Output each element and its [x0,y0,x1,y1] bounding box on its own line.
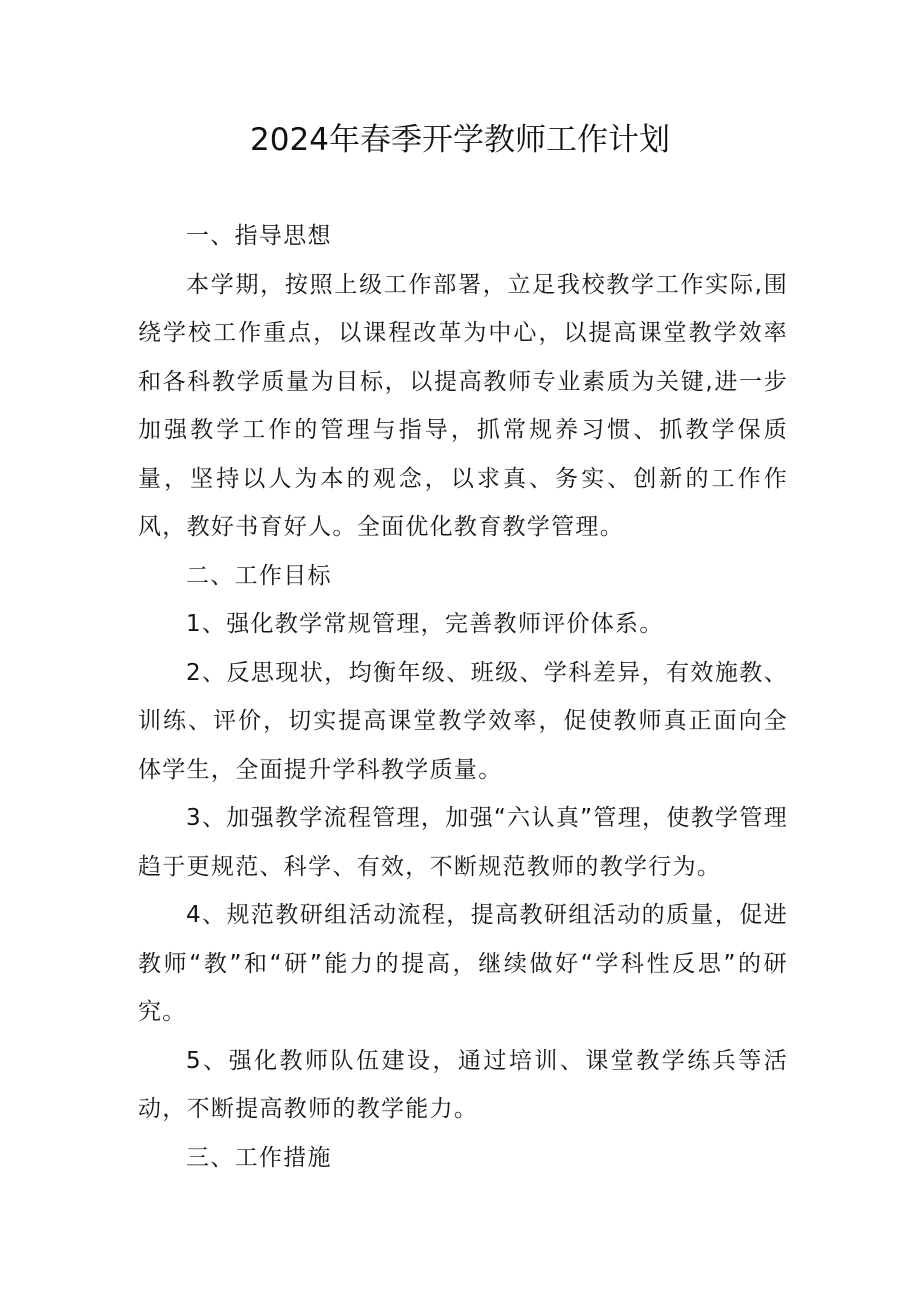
paragraph-guiding-ideology: 本学期，按照上级工作部署，立足我校教学工作实际,围绕学校工作重点，以课程改革为中心，以提高课堂教学效率和各科教学质量为目标，以提高教师专业素质为关键,进一步加强教学工作的管理与指导，抓常规养习惯、抓教学保质量，坚持以人为本的观念，以求真、务实、创新的工作作风，教好书育好人。全面优化教育教学管理。 [138,271,788,540]
goal-item-3: 3、加强教学流程管理，加强“六认真”管理，使教学管理趋于更规范、科学、有效，不断规范教师的教学行为。 [138,805,788,880]
goal-item-1: 1、强化教学常规管理，完善教师评价体系。 [186,611,664,637]
section-heading-work-measures: 三、工作措施 [186,1144,332,1171]
document-title: 2024年春季开学教师工作计划 [250,122,670,158]
goal-item-5: 5、强化教师队伍建设，通过培训、课堂教学练兵等活动，不断提高教师的教学能力。 [138,1047,788,1122]
section-heading-guiding-ideology: 一、指导思想 [186,223,332,249]
document-body [138,212,788,1182]
goal-item-2: 2、反思现状，均衡年级、班级、学科差异，有效施教、训练、评价，切实提高课堂教学效率，促使教师真正面向全体学生，全面提升学科教学质量。 [138,659,788,783]
goal-item-4: 4、规范教研组活动流程，提高教研组活动的质量，促进教师“教”和“研”能力的提高，继续做好“学科性反思”的研究。 [138,902,788,1025]
section-heading-work-goals: 二、工作目标 [186,562,332,589]
